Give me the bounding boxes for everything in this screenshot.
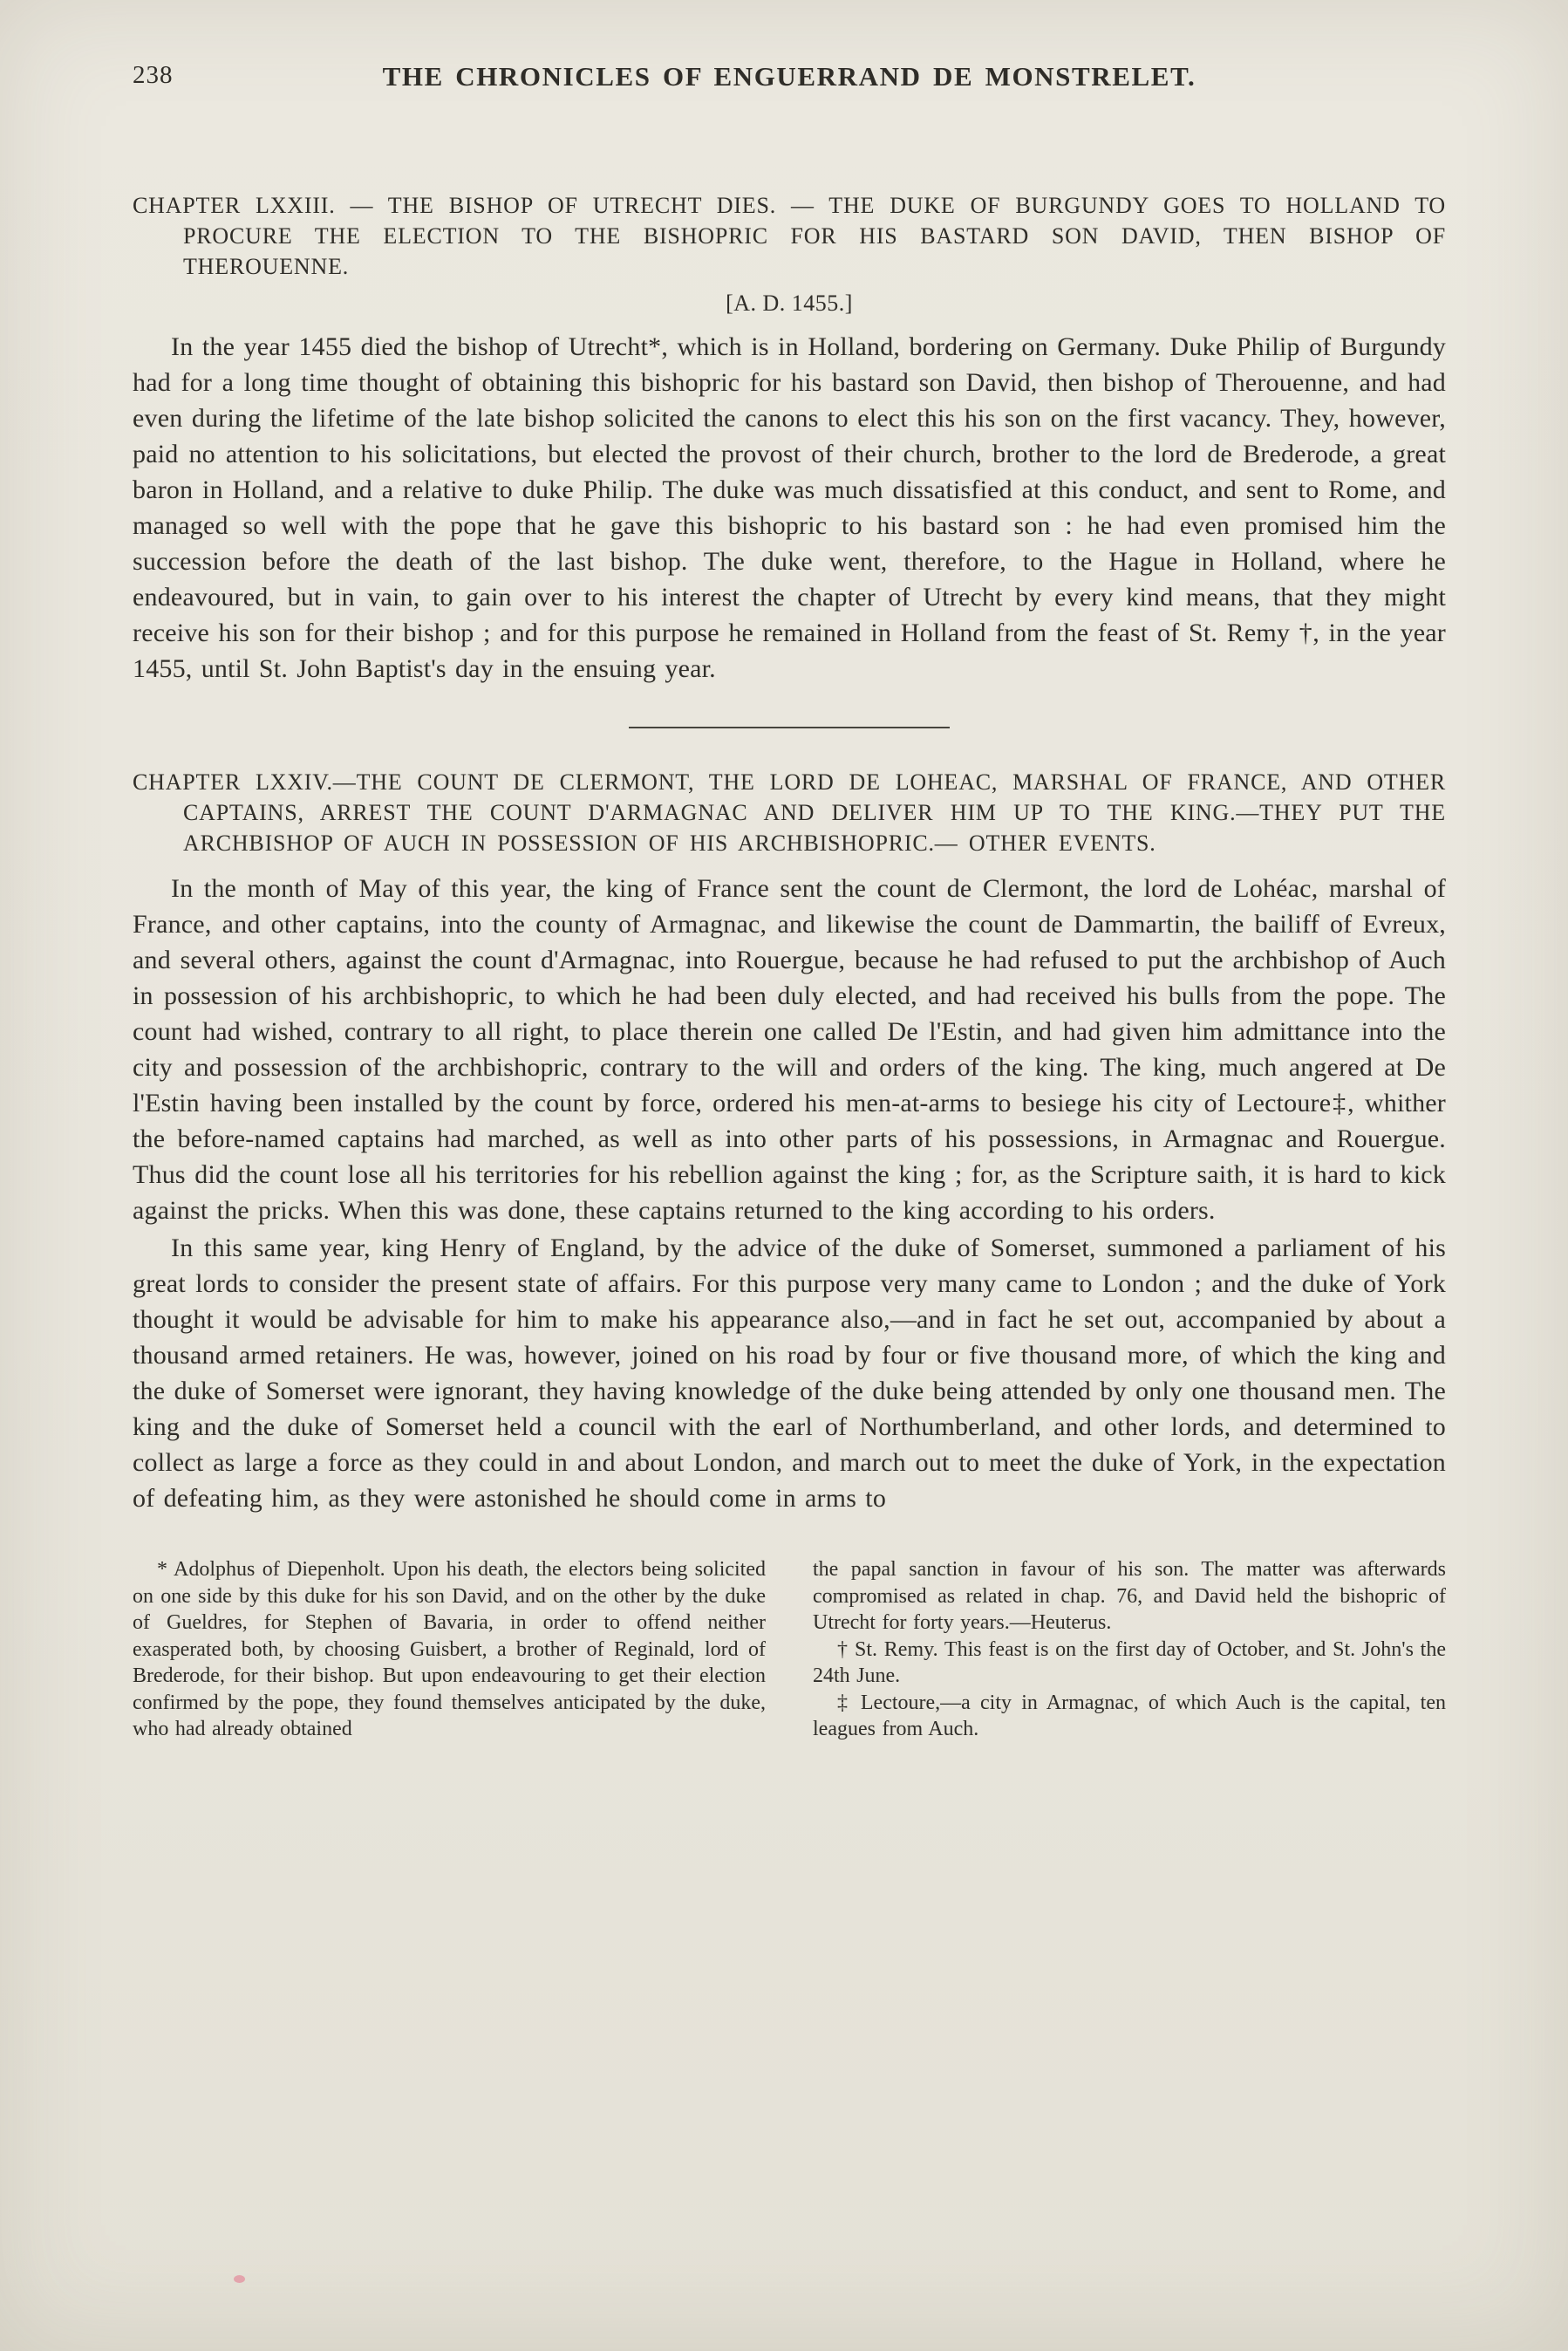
running-header	[133, 61, 1446, 96]
footnotes-left-column	[133, 1556, 766, 1743]
footnotes	[133, 1556, 1446, 1743]
running-title: THE CHRONICLES OF ENGUERRAND DE MONSTRELET.	[382, 61, 1196, 92]
footnote-dagger: † St. Remy. This feast is on the first day of October, and St. John's the 24th June.	[813, 1637, 1446, 1687]
footnotes-right-column	[813, 1556, 1446, 1743]
footnote-asterisk-continuation: the papal sanction in favour of his son. The matter was afterwards compromised as related in chap. 76, and David held the bishopric of Utrecht for forty years.—Heuterus.	[813, 1558, 1446, 1634]
chapter-74-section	[133, 767, 1446, 1516]
section-divider-rule	[629, 727, 950, 728]
scan-artifact-pink-dot	[234, 2275, 245, 2283]
chapter-73-heading: CHAPTER LXXIII. — THE BISHOP OF UTRECHT DIES. — THE DUKE OF BURGUNDY GOES TO HOLLAND TO PROCURE THE ELECTION TO THE BISHOPRIC FOR HIS BASTARD SON DAVID, THEN BISHOP OF THEROUENNE.	[133, 193, 1446, 279]
chapter-74-paragraph-2: In this same year, king Henry of England, by the advice of the duke of Somerset, summoned a parliament of his great lords to consider the present state of affairs. For this purpose very many came to London ; and the duke of York thought it would be advisable for him to make his appearance also,—and in fact he set out, accompanied by about a thousand armed retainers. He was, however, joined on his road by four or five thousand more, of which the king and the duke of Somerset were ignorant, they having knowledge of the duke being attended by only one thousand men. The king and the duke of Somerset held a council with the earl of Northumberland, and other lords, and determined to collect as large a force as they could in and about London, and march out to meet the duke of York, in the expectation of defeating him, as they were astonished he should come in arms to	[133, 1234, 1446, 1513]
chapter-73-paragraph-1: In the year 1455 died the bishop of Utrecht*, which is in Holland, bordering on Germany. Duke Philip of Burgundy had for a long time thought of obtaining this bishopric for his bastard son David, then bishop of Therouenne, and had even during the lifetime of the late bishop solicited the canons to elect this his son on the first vacancy. They, however, paid no attention to his solicitations, but elected the provost of their church, brother to the lord de Brederode, a great baron in Holland, and a relative to duke Philip. The duke was much dissatisfied at this conduct, and sent to Rome, and managed so well with the pope that he gave this bishopric to his bastard son : he had even promised him the succession before the death of the last bishop. The duke went, therefore, to the Hague in Holland, where he endeavoured, but in vain, to gain over to his interest the chapter of Utrecht by every kind means, that they might receive his son for their bishop ; and for this purpose he remained in Holland from the feast of St. Remy †, in the year 1455, until St. John Baptist's day in the ensuing year.	[133, 332, 1446, 683]
chapter-73-section	[133, 190, 1446, 687]
footnote-double-dagger: ‡ Lectoure,—a city in Armagnac, of which Auch is the capital, ten leagues from Auch.	[813, 1691, 1446, 1740]
chapter-74-paragraph-1: In the month of May of this year, the king of France sent the count de Clermont, the lord de Lohéac, marshal of France, and other captains, into the county of Armagnac, and likewise the count de Dammartin, the bailiff of Evreux, and several others, against the count d'Armagnac, into Rouergue, because he had refused to put the archbishop of Auch in possession of his archbishopric, to which he had been duly elected, and had received his bulls from the pope. The count had wished, contrary to all right, to place therein one called De l'Estin, and had given him admittance into the city and possession of the archbishopric, contrary to the will and orders of the king. The king, much angered at De l'Estin having been installed by the count by force, ordered his men-at-arms to besiege his city of Lectoure‡, whither the before-named captains had marched, as well as into other parts of his possessions, in Armagnac and Rouergue. Thus did the count lose all his territories for his rebellion against the king ; for, as the Scripture saith, it is hard to kick against the pricks. When this was done, these captains returned to the king according to his orders.	[133, 874, 1446, 1225]
page-number: 238	[133, 61, 174, 89]
chapter-73-date: [A. D. 1455.]	[726, 290, 853, 316]
footnote-asterisk: * Adolphus of Diepenholt. Upon his death, the electors being solicited on one side by this duke for his son David, and on the other by the duke of Gueldres, for Stephen of Bavaria, in order to offend neither exasperated both, by choosing Guisbert, a brother of Reginald, lord of Brederode, for their bishop. But upon endeavouring to get their election confirmed by the pope, they found themselves anticipated by the duke, who had already obtained	[133, 1558, 766, 1740]
chapter-74-heading: CHAPTER LXXIV.—THE COUNT DE CLERMONT, THE LORD DE LOHEAC, MARSHAL OF FRANCE, AND OTHER CAPTAINS, ARREST THE COUNT D'ARMAGNAC AND DELIVER HIM UP TO THE KING.—THEY PUT THE ARCHBISHOP OF AUCH IN POSSESSION OF HIS ARCHBISHOPRIC.— OTHER EVENTS.	[133, 769, 1446, 856]
